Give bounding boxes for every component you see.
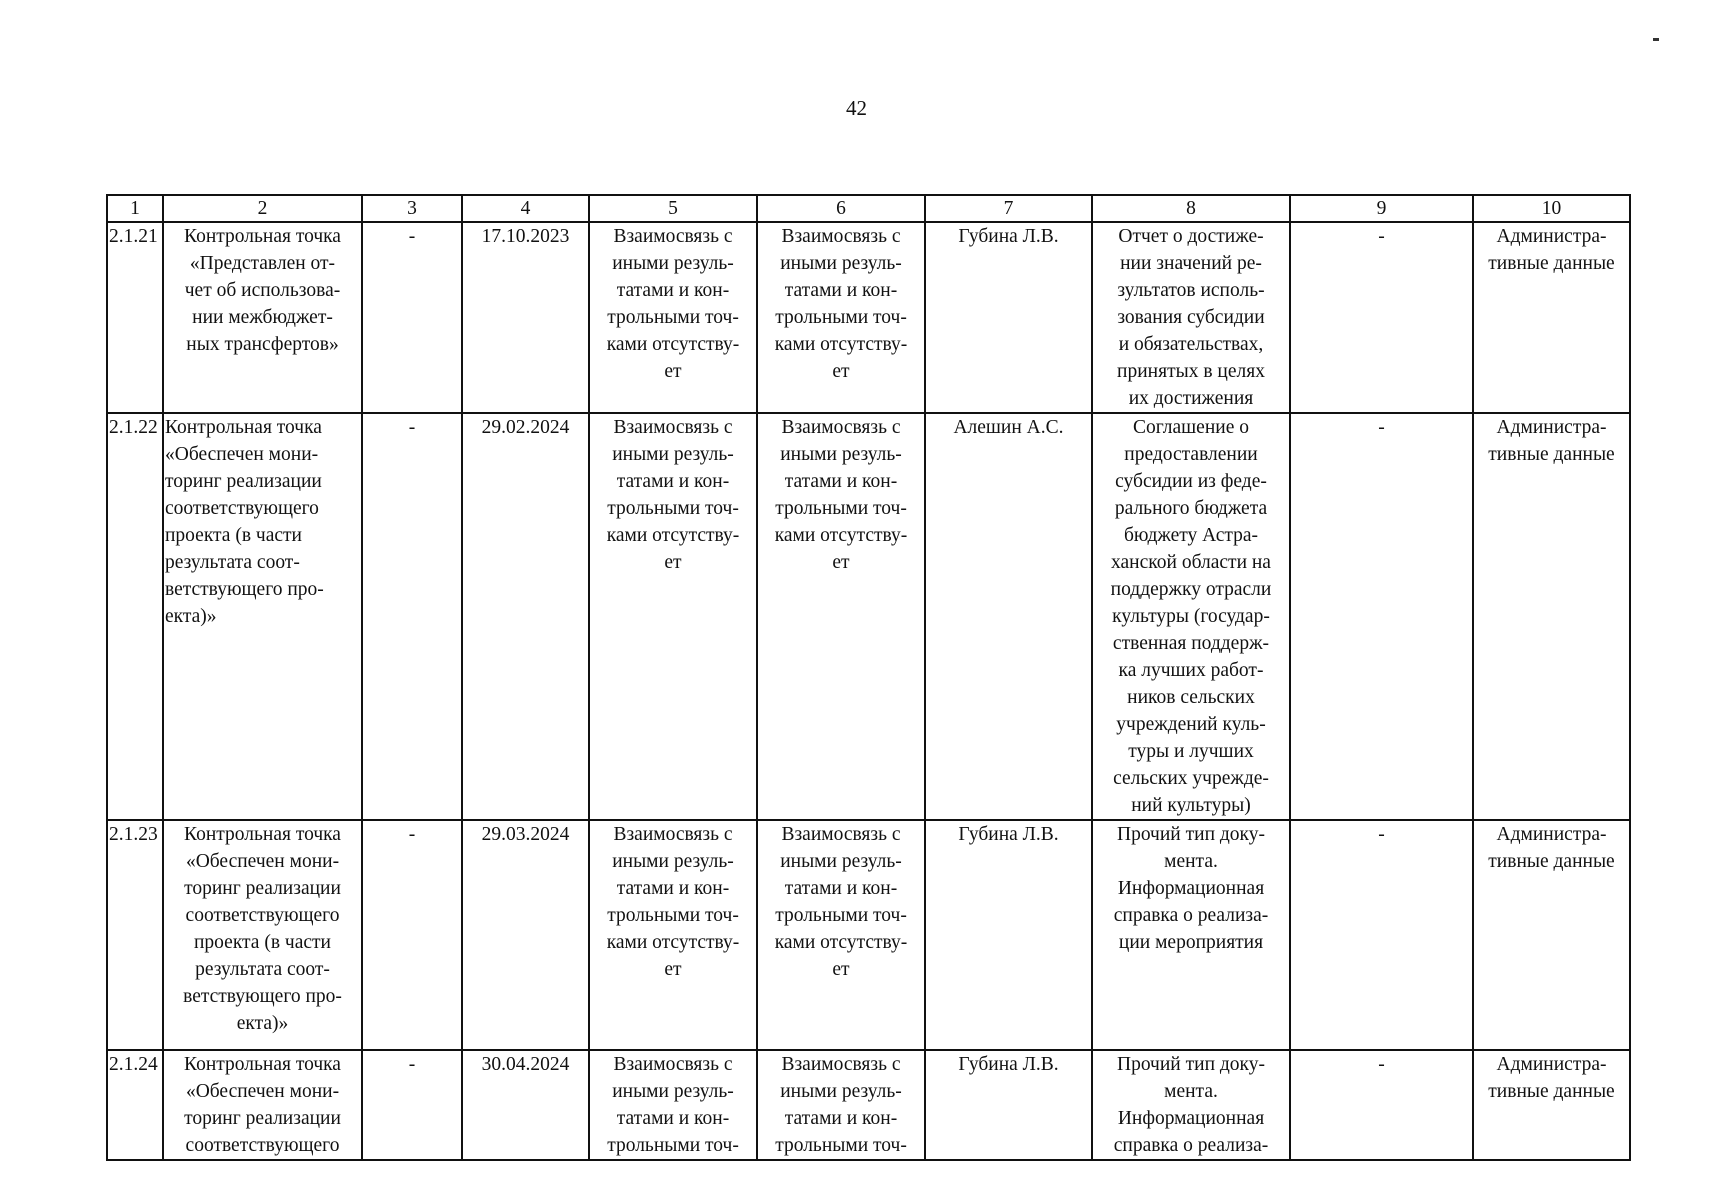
row-number: 2.1.21 (107, 222, 163, 413)
data-source: Администра- тивные данные (1473, 1050, 1630, 1160)
cell-dash: - (362, 222, 462, 413)
cell-dash: - (1290, 222, 1473, 413)
cell-dash: - (362, 413, 462, 820)
column-number: 4 (462, 195, 589, 222)
document-type: Прочий тип доку- мента. Информационная справка о реализа- (1092, 1050, 1290, 1160)
row-number: 2.1.23 (107, 820, 163, 1050)
document-type: Отчет о достиже- нии значений ре- зультатов исполь- зования субсидии и обязательствах, принятых в целях их достижения (1092, 222, 1290, 413)
column-number: 6 (757, 195, 925, 222)
control-point-name: Контрольная точка «Обеспечен мони- торинг реализации соответствующего (163, 1050, 362, 1160)
control-point-name: Контрольная точка «Представлен от- чет об использова- нии межбюджет- ных трансфертов» (163, 222, 362, 413)
responsible-person: Алешин А.С. (925, 413, 1092, 820)
relation-text: Взаимосвязь с иными резуль- татами и кон- трольными точ- (757, 1050, 925, 1160)
cell-dash: - (1290, 1050, 1473, 1160)
relation-text: Взаимосвязь с иными резуль- татами и кон- трольными точ- ками отсутству- ет (589, 820, 757, 1050)
responsible-person: Губина Л.В. (925, 1050, 1092, 1160)
relation-text: Взаимосвязь с иными резуль- татами и кон- трольными точ- (589, 1050, 757, 1160)
cell-dash: - (1290, 413, 1473, 820)
deadline-date: 30.04.2024 (462, 1050, 589, 1160)
row-number: 2.1.22 (107, 413, 163, 820)
cell-dash: - (362, 820, 462, 1050)
data-source: Администра- тивные данные (1473, 413, 1630, 820)
deadline-date: 29.03.2024 (462, 820, 589, 1050)
control-point-name: Контрольная точка «Обеспечен мони- торинг реализации соответствующего проекта (в части результата соот- ветствующего про- екта)» (163, 413, 362, 820)
column-number: 7 (925, 195, 1092, 222)
page-number: 42 (846, 96, 867, 120)
deadline-date: 17.10.2023 (462, 222, 589, 413)
data-source: Администра- тивные данные (1473, 820, 1630, 1050)
column-number-row (107, 195, 1630, 222)
column-number: 1 (107, 195, 163, 222)
cell-dash: - (1290, 820, 1473, 1050)
column-number: 9 (1290, 195, 1473, 222)
relation-text: Взаимосвязь с иными резуль- татами и кон- трольными точ- ками отсутству- ет (589, 413, 757, 820)
column-number: 3 (362, 195, 462, 222)
scan-mark (1653, 38, 1659, 41)
relation-text: Взаимосвязь с иными резуль- татами и кон- трольными точ- ками отсутству- ет (757, 820, 925, 1050)
document-type: Соглашение о предоставлении субсидии из феде- рального бюджета бюджету Астра- ханской области на поддержку отрасли культуры (государ- ственная поддерж- ка лучших работ- ников сельских учреждений куль- туры и лучших сельских учрежде- ний культуры) (1092, 413, 1290, 820)
table-row (107, 1050, 1630, 1160)
responsible-person: Губина Л.В. (925, 820, 1092, 1050)
relation-text: Взаимосвязь с иными резуль- татами и кон- трольными точ- ками отсутству- ет (757, 413, 925, 820)
cell-dash: - (362, 1050, 462, 1160)
table-row (107, 413, 1630, 820)
table-row (107, 820, 1630, 1050)
responsible-person: Губина Л.В. (925, 222, 1092, 413)
column-number: 10 (1473, 195, 1630, 222)
table-row (107, 222, 1630, 413)
relation-text: Взаимосвязь с иными резуль- татами и кон- трольными точ- ками отсутству- ет (589, 222, 757, 413)
control-points-table (106, 194, 1631, 1161)
column-number: 2 (163, 195, 362, 222)
column-number: 8 (1092, 195, 1290, 222)
column-number: 5 (589, 195, 757, 222)
control-point-name: Контрольная точка «Обеспечен мони- торинг реализации соответствующего проекта (в части результата соот- ветствующего про- екта)» (163, 820, 362, 1050)
row-number: 2.1.24 (107, 1050, 163, 1160)
relation-text: Взаимосвязь с иными резуль- татами и кон- трольными точ- ками отсутству- ет (757, 222, 925, 413)
data-source: Администра- тивные данные (1473, 222, 1630, 413)
document-type: Прочий тип доку- мента. Информационная справка о реализа- ции мероприятия (1092, 820, 1290, 1050)
deadline-date: 29.02.2024 (462, 413, 589, 820)
